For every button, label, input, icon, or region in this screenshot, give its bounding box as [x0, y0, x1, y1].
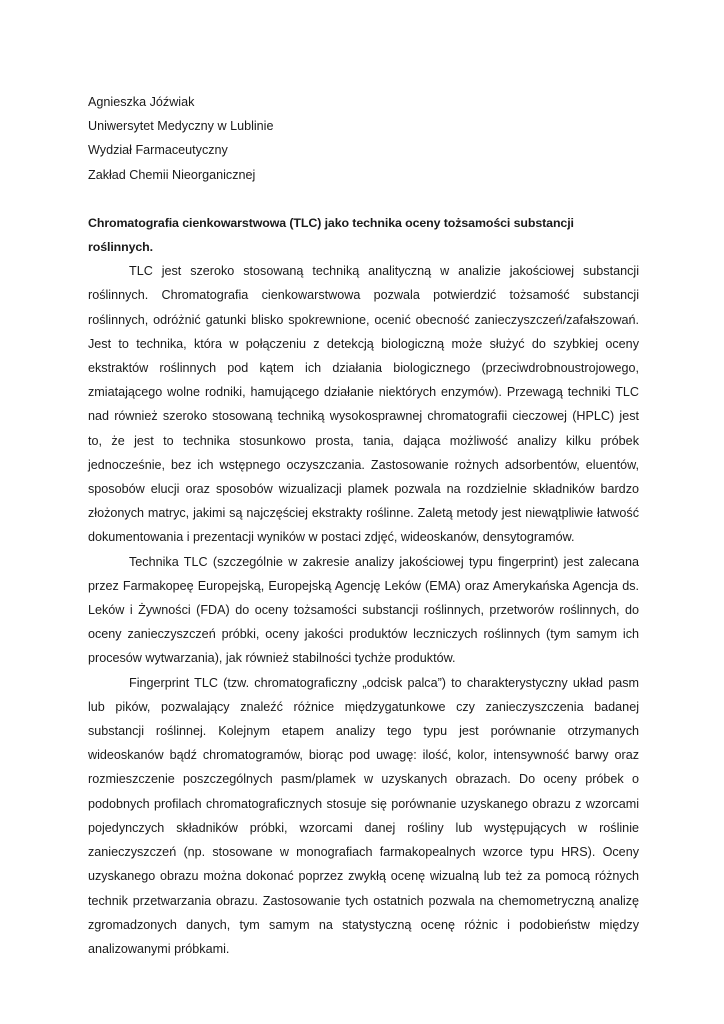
- author-name: Agnieszka Jóźwiak: [88, 95, 195, 109]
- paragraph-regulations: Technika TLC (szczególnie w zakresie analizy jakościowej typu fingerprint) jest zalecana przez Farmakopeę Europejską, Europejską Agencję Leków (EMA) oraz Amerykańska Agencja ds. Leków i Żywności (FDA) do oceny tożsamości substancji roślinnych, przetworów roślinnych, do oceny zanieczyszczeń próbki, oceny jakości produktów leczniczych roślinnych (tym samym ich procesów wytwarzania), jak również stabilności tychże produktów.: [88, 554, 639, 666]
- faculty-name: Wydział Farmaceutyczny: [88, 143, 228, 158]
- document-title: Chromatografia cienkowarstwowa (TLC) jako technika oceny tożsamości substancji roślinnych.: [88, 215, 574, 255]
- university-name: Uniwersytet Medyczny w Lublinie: [88, 119, 274, 134]
- document-page: [88, 90, 639, 961]
- paragraph-fingerprint: Fingerprint TLC (tzw. chromatograficzny „odcisk palca”) to charakterystyczny układ pasm lub pików, pozwalający znaleźć różnice międzygatunkowe czy zanieczyszczenia badanej substancji roślinnej. Kolejnym etapem analizy tego typu jest porównanie otrzymanych wideoskanów bądź chromatogramów, biorąc pod uwagę: ilość, kolor, intensywność barwy oraz rozmieszczenie poszczególnych pasm/plamek w uzyskanych obrazach. Do oceny próbek o podobnych profilach chromatograficznych stosuje się porównanie uzyskanego obrazu z wzorcami pojedynczych składników próbki, wzorcami danej rośliny lub występujących w roślinie zanieczyszczeń (np. stosowane w monografiach farmakopealnych wzorce typu HRS). Oceny uzyskanego obrazu można dokonać poprzez zwykłą ocenę wizualną lub też za pomocą różnych technik przetwarzania obrazu. Zastosowanie tych ostatnich pozwala na chemometryczną analizę zgromadzonych danych, tym samym na statystyczną ocenę różnic i podobieństw między analizowanymi próbkami.: [88, 675, 639, 956]
- paragraph-intro: TLC jest szeroko stosowaną techniką analityczną w analizie jakościowej substancji roślinnych. Chromatografia cienkowarstwowa pozwala potwierdzić tożsamość substancji roślinnych, odróżnić gatunki blisko spokrewnione, ocenić obecność zanieczyszczeń/zafałszowań. Jest to technika, która w połączeniu z detekcją biologiczną może służyć do szybkiej oceny ekstraktów roślinnych pod kątem ich działania biologicznego (przeciwdrobnoustrojowego, zmiatającego wolne rodniki, hamującego działanie niektórych enzymów). Przewagą techniki TLC nad również szeroko stosowaną techniką wysokosprawnej chromatografii cieczowej (HPLC) jest to, że jest to technika stosunkowo prosta, tania, dająca możliwość analizy kilku próbek jednocześnie, bez ich wstępnego oczyszczania. Zastosowanie rożnych adsorbentów, eluentów, sposobów elucji oraz sposobów wizualizacji plamek pozwala na rozdzielnie składników bardzo złożonych matryc, jakimi są najczęściej ekstrakty roślinne. Zaletą metody jest niewątpliwie łatwość dokumentowania i prezentacji wyników w postaci zdjęć, wideoskanów, densytogramów.: [88, 264, 639, 545]
- department-name: Zakład Chemii Nieorganicznej: [88, 167, 256, 182]
